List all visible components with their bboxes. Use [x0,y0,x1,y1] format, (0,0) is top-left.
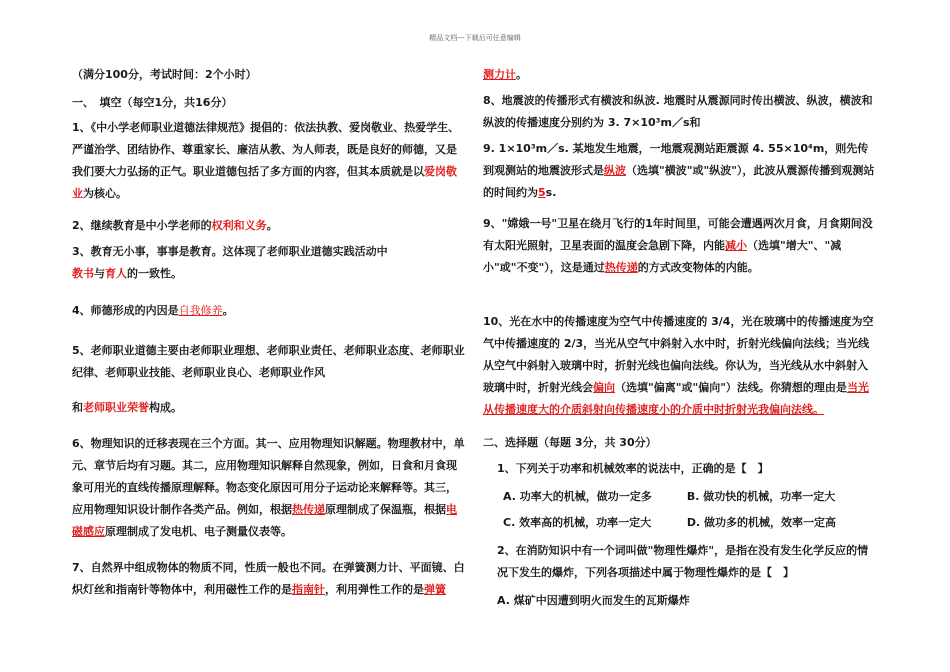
answer-q3-2: 育人 [105,267,127,280]
answer-q9a-1: 纵波 [604,164,626,177]
answer-q3-1: 教书 [72,267,94,280]
answer-q7-1: 指南针 [292,583,325,596]
question-7-continued: 测力计。 [483,68,527,81]
page-header: 精品文档---下载后可任意编辑 [429,34,521,42]
exam-info: （满分100分，考试时间：2个小时） [72,68,257,81]
mc2-stem: 2、在消防知识中有一个词叫做"物理性爆炸"，是指在没有发生化学反应的情况下发生的爆炸，下列各项描述中属于物理性爆炸的是【 】 [497,544,869,579]
section1-title: 一、 填空（每空1分，共16分） [72,96,233,109]
answer-q9b-1: 减小 [725,239,747,252]
mc1-option-c: C. 效率高的机械，功率一定大 [503,516,652,529]
mc1-option-a: A. 功率大的机械，做功一定多 [503,490,652,503]
question-6: 6、物理知识的迁移表现在三个方面。其一、应用物理知识解题。物理教材中，单元、章节后均有习题。其二，应用物理知识解释自然现象，例如，日食和月食现象可用光的直线传播原理解释。物态变化原因可用分子运动论来解释等。其三，应用物理知识设计制作各类产品。例如，根据热传递原理制成了保温瓶，根据电磁感应原理制成了发电机、电子测量仪表等。 [72,437,465,538]
answer-q9b-2: 热传递 [604,261,638,274]
answer-q6-1: 热传递 [292,503,325,516]
question-1: 1、《中小学老师职业道德法律规范》提倡的：依法执教、爱岗敬业、热爱学生、严谨治学、团结协作、尊重家长、廉洁从教、为人师表，既是良好的师德，又是我们要大力弘扬的正气。职业道德包括了多方面的内容，但其本质就是以爱岗敬业为核心。 [72,121,460,200]
answer-q7-2-cont: 测力计 [483,68,516,81]
question-5-end: 和老师职业荣誉构成。 [72,401,182,414]
mc1-option-b: B. 做功快的机械，功率一定大 [686,490,836,503]
question-2: 2、继续教育是中小学老师的权利和义务。 [72,219,278,232]
mc1-stem: 1、下列关于功率和机械效率的说法中，正确的是【 】 [497,462,769,475]
question-7: 7、自然界中组成物体的物质不同，性质一般也不同。在弹簧测力计、平面镜、白炽灯丝和指南针等物体中，利用磁性工作的是指南针，利用弹性工作的是弹簧 [72,561,465,596]
answer-q6-2: 电磁感应 [72,503,457,538]
answer-q4: 自我修养 [178,304,223,317]
question-9a: 9. 1×10³m／s. 某地发生地震，一地震观测站距震源 4. 55×10⁴m，则先传到观测站的地震波形式是纵波（选填"横波"或"纵波"），此波从震源传播到观测站的时间约为5s. [483,142,875,199]
question-8: 8、地震波的传播形式有横波和纵波. 地震时从震源同时传出横波、纵波，横波和纵波的传播速度分别约为 3. 7×10³m／s和 [483,94,873,129]
mc2-option-a: A. 煤矿中因遭到明火而发生的瓦斯爆炸 [497,594,690,607]
question-5: 5、老师职业道德主要由老师职业理想、老师职业责任、老师职业态度、老师职业纪律、老师职业技能、老师职业良心、老师职业作风 [72,344,465,379]
answer-q1: 爱岗敬业 [72,165,457,200]
section2-title: 二、选择题（每题 3分，共 30分） [483,436,657,449]
question-4: 4、师德形成的内因是自我修养。 [72,304,234,317]
question-10: 10、光在水中的传播速度为空气中传播速度的 3/4，光在玻璃中的传播速度为空气中传播速度的 2/3，当光从空气中斜射入水中时，折射光线偏向法线；当光线从空气中斜射入玻璃中时，折射光线也偏向法线。你认为，当光线从水中斜射入玻璃中时，折射光线会偏向（选填"偏离"或"偏向"）法线。你猜想的理由是当光从传播速度大的介质斜射向传播速度小的介质中时折射光我偏向法线。 [483,315,874,416]
answer-q5: 老师职业荣誉 [83,401,149,414]
answer-q10-2: 当光从传播速度大的介质斜射向传播速度小的介质中时折射光我偏向法线。 [483,381,869,416]
answer-q7-2: 弹簧 [424,583,446,596]
answer-q10-1: 偏向 [593,381,615,394]
mc1-option-d: D. 做功多的机械，效率一定高 [686,516,836,529]
question-3: 3、教育无小事，事事是教育。这体现了老师职业道德实践活动中 教书与育人的一致性。 [72,245,388,280]
answer-q9a-2: 5 [538,186,546,199]
answer-q2: 权利和义务 [211,219,267,232]
question-9b: 9、"嫦娥一号"卫星在绕月飞行的1年时间里，可能会遭遇两次月食，月食期间没有太阳光照射，卫星表面的温度会急剧下降，内能减小（选填"增大"、"减小"或"不变"），这是通过热传递的方式改变物体的内能。 [483,217,873,274]
